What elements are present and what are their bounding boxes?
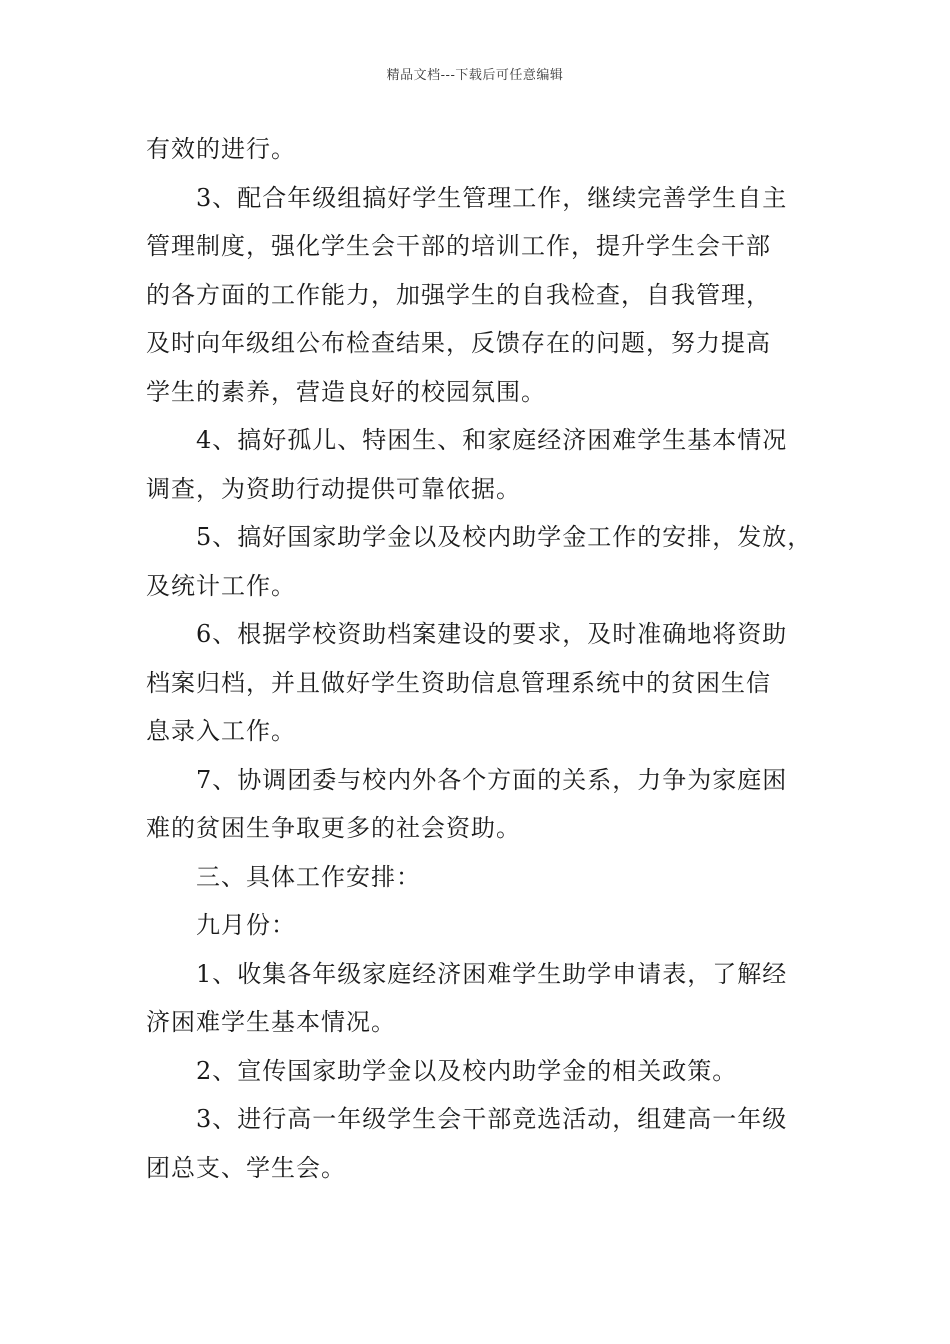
text-line: 4、搞好孤儿、特困生、和家庭经济困难学生基本情况 (196, 426, 788, 454)
text-line: 及统计工作。 (146, 571, 296, 600)
text-line: 济困难学生基本情况。 (146, 1008, 396, 1036)
text-line: 及时向年级组公布检查结果，反馈存在的问题，努力提高 (146, 329, 771, 357)
text-line: 团总支、学生会。 (146, 1153, 346, 1182)
text-line: 九月份： (196, 911, 296, 939)
text-line: 5、搞好国家助学金以及校内助学金工作的安排，发放， (196, 523, 813, 551)
text-line: 学生的素养，营造良好的校园氛围。 (146, 377, 546, 406)
text-line: 档案归档，并且做好学生资助信息管理系统中的贫困生信 (146, 668, 771, 697)
text-line: 3、配合年级组搞好学生管理工作，继续完善学生自主 (196, 183, 788, 212)
text-line: 2、宣传国家助学金以及校内助学金的相关政策。 (196, 1056, 738, 1085)
text-line: 的各方面的工作能力，加强学生的自我检查，自我管理， (146, 280, 771, 309)
text-line: 难的贫困生争取更多的社会资助。 (146, 814, 521, 842)
text-line: 管理制度，强化学生会干部的培训工作，提升学生会干部 (146, 232, 771, 260)
text-line: 息录入工作。 (146, 717, 296, 745)
document-body (146, 125, 826, 1192)
text-line: 调查，为资助行动提供可靠依据。 (146, 474, 521, 503)
text-line: 3、进行高一年级学生会干部竞选活动，组建高一年级 (196, 1105, 788, 1133)
text-line: 1、收集各年级家庭经济困难学生助学申请表，了解经 (196, 959, 788, 988)
text-line: 7、协调团委与校内外各个方面的关系，力争为家庭困 (196, 765, 788, 794)
text-line: 有效的进行。 (146, 135, 296, 163)
page-header: 精品文档---下载后可任意编辑 (386, 68, 564, 83)
text-line: 三、具体工作安排： (196, 862, 421, 891)
text-line: 6、根据学校资助档案建设的要求，及时准确地将资助 (196, 620, 788, 648)
